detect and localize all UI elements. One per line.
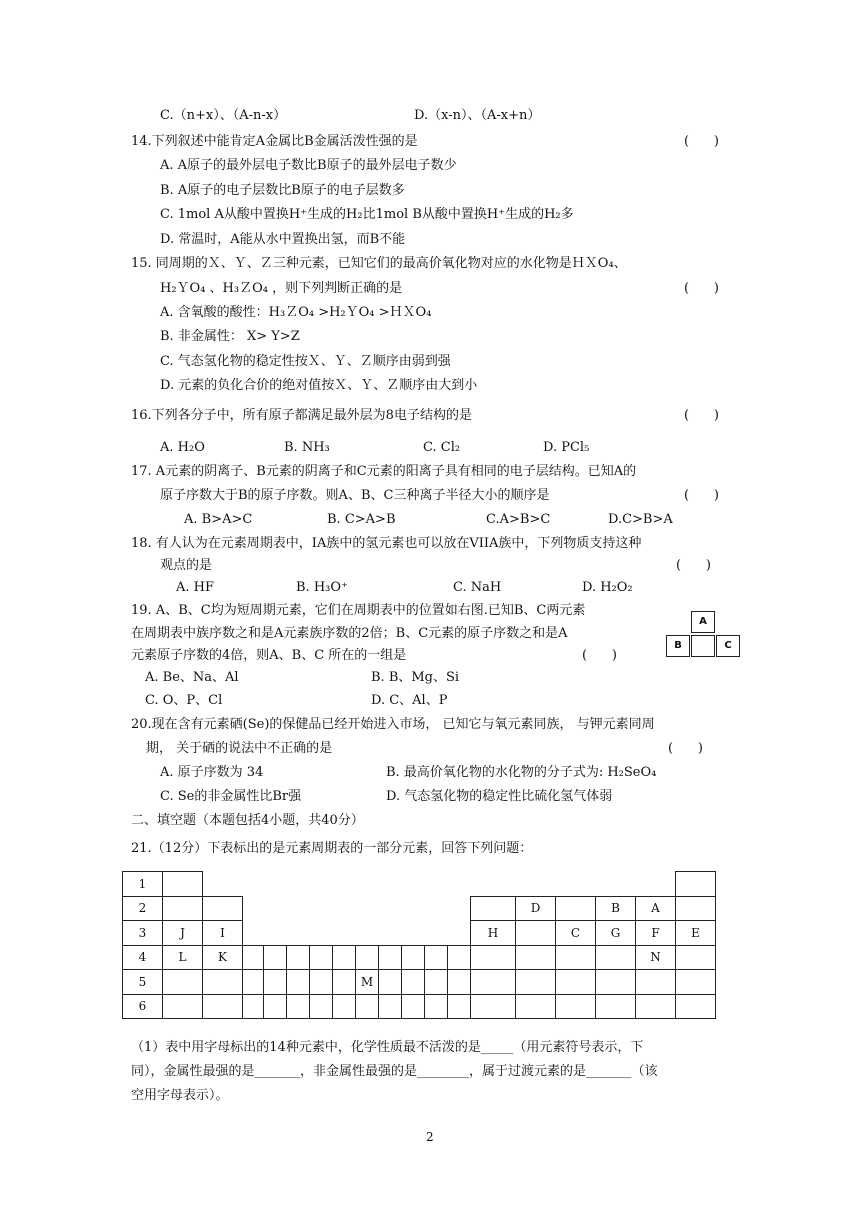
table-cell <box>333 994 356 1019</box>
q18-option-b: B. H₃O⁺ <box>296 580 348 595</box>
table-cell <box>425 896 448 921</box>
table-row <box>123 970 716 995</box>
table-cell <box>425 872 448 897</box>
element-cell-j: J <box>163 921 203 946</box>
table-cell <box>448 872 471 897</box>
q16-option-c: C. Cl₂ <box>423 440 461 455</box>
table-cell <box>287 945 310 970</box>
table-cell <box>402 872 425 897</box>
diagram-cell-middle <box>691 635 715 657</box>
table-cell <box>203 896 243 921</box>
q13-option-d: D.（x-n）、（A-x+n） <box>414 108 541 123</box>
table-cell <box>310 945 333 970</box>
table-cell <box>243 921 264 946</box>
table-cell <box>596 970 636 995</box>
table-cell <box>402 945 425 970</box>
table-cell <box>556 994 596 1019</box>
table-cell <box>264 921 287 946</box>
table-cell <box>402 921 425 946</box>
q19-stem-line3: 元素原子序数的4倍，则A、B、C 所在的一组是 <box>131 648 407 663</box>
q19-position-diagram <box>664 610 742 660</box>
table-cell <box>264 994 287 1019</box>
table-cell <box>636 970 676 995</box>
diagram-cell-c: C <box>716 635 740 657</box>
element-cell-h: H <box>471 921 516 946</box>
q17-option-d: D.C>B>A <box>608 512 673 527</box>
table-cell <box>310 872 333 897</box>
table-cell <box>356 921 379 946</box>
table-cell <box>556 896 596 921</box>
q15-stem-line2: H₂ＹO₄ 、H₃ＺO₄ ，则下列判断正确的是 <box>160 281 403 296</box>
table-row <box>123 945 716 970</box>
q15-stem-line1: 15. 同周期的Ｘ、Ｙ、Ｚ三种元素，已知它们的最高价氧化物对应的水化物是ＨＸO₄、 <box>131 256 627 271</box>
q14-option-a: A. A原子的最外层电子数比B原子的最外层电子数少 <box>160 158 457 173</box>
periodic-table <box>122 871 716 1019</box>
table-cell <box>287 921 310 946</box>
q17-option-a: A. B>A>C <box>184 512 253 527</box>
q14-option-d: D. 常温时，A能从水中置换出氢，而B不能 <box>160 232 406 247</box>
table-cell <box>516 994 556 1019</box>
q19-answer-paren: ( ) <box>582 648 617 663</box>
table-cell <box>356 945 379 970</box>
table-cell <box>163 994 203 1019</box>
table-cell <box>471 994 516 1019</box>
q17-option-c: C.A>B>C <box>486 512 551 527</box>
q18-answer-paren: ( ) <box>676 558 711 573</box>
q18-option-c: C. NaH <box>453 580 502 595</box>
table-cell <box>471 945 516 970</box>
q20-answer-paren: ( ) <box>668 741 703 756</box>
table-cell <box>636 872 676 897</box>
table-cell <box>402 970 425 995</box>
table-cell <box>471 872 516 897</box>
table-cell <box>310 970 333 995</box>
period-number-cell: 5 <box>123 970 163 995</box>
q14-stem: 14.下列叙述中能肯定A金属比B金属活泼性强的是 <box>131 134 418 149</box>
q16-answer-paren: ( ) <box>684 408 719 423</box>
q21-sub1-line3: 空用字母表示）。 <box>131 1088 229 1103</box>
q17-option-b: B. C>A>B <box>327 512 396 527</box>
table-cell <box>636 994 676 1019</box>
table-cell <box>287 994 310 1019</box>
table-cell <box>203 872 243 897</box>
table-cell <box>310 921 333 946</box>
q15-answer-paren: ( ) <box>684 281 719 296</box>
table-cell <box>379 970 402 995</box>
q21-sub1-line1: （1）表中用字母标出的14种元素中，化学性质最不活泼的是_____（用元素符号表示，下 <box>131 1040 644 1055</box>
page-number: 2 <box>426 1130 434 1144</box>
table-row <box>123 921 716 946</box>
table-cell <box>379 896 402 921</box>
element-cell-l: L <box>163 945 203 970</box>
table-cell <box>516 970 556 995</box>
table-cell <box>676 970 716 995</box>
q19-option-a: A. Be、Na、Al <box>145 670 239 685</box>
q15-option-a: A. 含氧酸的酸性：H₃ＺO₄ >H₂ＹO₄ >ＨＸO₄ <box>160 305 432 320</box>
diagram-cell-a: A <box>691 611 715 633</box>
period-number-cell: 3 <box>123 921 163 946</box>
table-cell <box>402 896 425 921</box>
table-cell <box>287 896 310 921</box>
element-cell-b: B <box>596 896 636 921</box>
table-cell <box>676 896 716 921</box>
q21-sub1-line2: 同），金属性最强的是_______，非金属性最强的是________，属于过渡元素的是_______（该 <box>131 1064 658 1079</box>
element-cell-e: E <box>676 921 716 946</box>
table-cell <box>448 970 471 995</box>
table-cell <box>203 970 243 995</box>
table-cell <box>379 994 402 1019</box>
table-cell <box>333 896 356 921</box>
table-cell <box>448 896 471 921</box>
table-cell <box>333 872 356 897</box>
table-cell <box>556 872 596 897</box>
q15-option-c: C. 气态氢化物的稳定性按Ｘ、Ｙ、Ｚ顺序由弱到强 <box>160 354 451 369</box>
table-cell <box>264 945 287 970</box>
table-row <box>123 896 716 921</box>
q16-stem: 16.下列各分子中，所有原子都满足最外层为8电子结构的是 <box>131 408 472 423</box>
element-cell-c: C <box>556 921 596 946</box>
table-cell <box>287 970 310 995</box>
q20-option-c: C. Se的非金属性比Br强 <box>160 789 302 804</box>
q15-option-b: B. 非金属性： X> Y>Z <box>160 329 300 344</box>
table-cell <box>516 945 556 970</box>
table-cell <box>471 970 516 995</box>
q19-option-d: D. C、Al、P <box>371 693 448 708</box>
q14-option-b: B. A原子的电子层数比B原子的电子层数多 <box>160 183 405 198</box>
table-cell <box>264 896 287 921</box>
table-cell <box>596 945 636 970</box>
element-cell-m: M <box>356 970 379 995</box>
q19-stem-line2: 在周期表中族序数之和是A元素族序数的2倍；B、C元素的原子序数之和是A <box>131 626 568 641</box>
q19-stem-line1: 19. A、B、C均为短周期元素，它们在周期表中的位置如右图.已知B、C两元素 <box>131 603 586 618</box>
q20-stem-line2: 期， 关于硒的说法中不正确的是 <box>146 741 333 756</box>
q21-stem: 21.（12分）下表标出的是元素周期表的一部分元素，回答下列问题： <box>131 841 533 856</box>
element-cell-a: A <box>636 896 676 921</box>
table-cell <box>264 872 287 897</box>
table-cell <box>448 994 471 1019</box>
table-cell <box>310 896 333 921</box>
table-cell <box>471 896 516 921</box>
q13-option-c: C.（n+x）、（A-n-x） <box>160 108 287 123</box>
table-cell <box>379 872 402 897</box>
q17-stem-line2: 原子序数大于B的原子序数。则A、B、C三种离子半径大小的顺序是 <box>160 488 550 503</box>
table-cell <box>243 994 264 1019</box>
table-cell <box>676 872 716 897</box>
q18-option-d: D. H₂O₂ <box>582 580 633 595</box>
element-cell-f: F <box>636 921 676 946</box>
table-row <box>123 994 716 1019</box>
table-cell <box>379 945 402 970</box>
table-cell <box>243 872 264 897</box>
table-cell <box>425 921 448 946</box>
table-cell <box>356 896 379 921</box>
table-cell <box>425 994 448 1019</box>
element-cell-d: D <box>516 896 556 921</box>
table-cell <box>163 896 203 921</box>
table-cell <box>243 970 264 995</box>
period-number-cell: 2 <box>123 896 163 921</box>
table-cell <box>356 994 379 1019</box>
table-cell <box>448 921 471 946</box>
table-cell <box>676 945 716 970</box>
diagram-cell-b: B <box>666 635 690 657</box>
table-cell <box>333 970 356 995</box>
section-heading: 二、填空题（本题包括4小题，共40分） <box>131 813 364 828</box>
period-number-cell: 1 <box>123 872 163 897</box>
q19-option-c: C. O、P、Cl <box>145 693 223 708</box>
table-cell <box>556 970 596 995</box>
table-cell <box>379 921 402 946</box>
q19-option-b: B. B、Mg、Si <box>371 670 460 685</box>
table-cell <box>448 945 471 970</box>
table-cell <box>556 945 596 970</box>
table-cell <box>425 970 448 995</box>
q20-option-d: D. 气态氢化物的稳定性比硫化氢气体弱 <box>386 789 613 804</box>
q18-stem-line1: 18. 有人认为在元素周期表中，IA族中的氢元素也可以放在VIIA族中，下列物质支持这种 <box>131 536 642 551</box>
period-number-cell: 4 <box>123 945 163 970</box>
table-cell <box>264 970 287 995</box>
q18-option-a: A. HF <box>176 580 215 595</box>
table-cell <box>163 872 203 897</box>
q17-answer-paren: ( ) <box>684 488 719 503</box>
table-cell <box>516 872 556 897</box>
table-cell <box>596 994 636 1019</box>
element-cell-i: I <box>203 921 243 946</box>
q20-option-a: A. 原子序数为 34 <box>160 765 264 780</box>
element-cell-g: G <box>596 921 636 946</box>
table-cell <box>203 994 243 1019</box>
table-cell <box>596 872 636 897</box>
period-number-cell: 6 <box>123 994 163 1019</box>
table-cell <box>425 945 448 970</box>
table-cell <box>163 970 203 995</box>
q16-option-a: A. H₂O <box>160 440 205 455</box>
q17-stem-line1: 17. A元素的阴离子、B元素的阴离子和C元素的阳离子具有相同的电子层结构。已知A的 <box>131 464 637 479</box>
table-cell <box>676 994 716 1019</box>
table-cell <box>310 994 333 1019</box>
table-row <box>123 872 716 897</box>
table-cell <box>243 896 264 921</box>
q18-stem-line2: 观点的是 <box>160 558 213 573</box>
table-cell <box>402 994 425 1019</box>
table-cell <box>333 945 356 970</box>
table-cell <box>516 921 556 946</box>
table-cell <box>356 872 379 897</box>
q15-option-d: D. 元素的负化合价的绝对值按Ｘ、Ｙ、Ｚ顺序由大到小 <box>160 378 478 393</box>
q16-option-b: B. NH₃ <box>284 440 330 455</box>
q14-answer-paren: ( ) <box>684 134 719 149</box>
element-cell-k: K <box>203 945 243 970</box>
q20-option-b: B. 最高价氧化物的水化物的分子式为: H₂SeO₄ <box>386 765 657 780</box>
q16-option-d: D. PCl₅ <box>543 440 590 455</box>
table-cell <box>333 921 356 946</box>
table-cell <box>287 872 310 897</box>
table-cell <box>243 945 264 970</box>
q20-stem-line1: 20.现在含有元素硒(Se)的保健品已经开始进入市场， 已知它与氧元素同族， 与钾元素同周 <box>131 717 655 732</box>
q14-option-c: C. 1mol A从酸中置换H⁺生成的H₂比1mol B从酸中置换H⁺生成的H₂多 <box>160 207 574 222</box>
element-cell-n: N <box>636 945 676 970</box>
